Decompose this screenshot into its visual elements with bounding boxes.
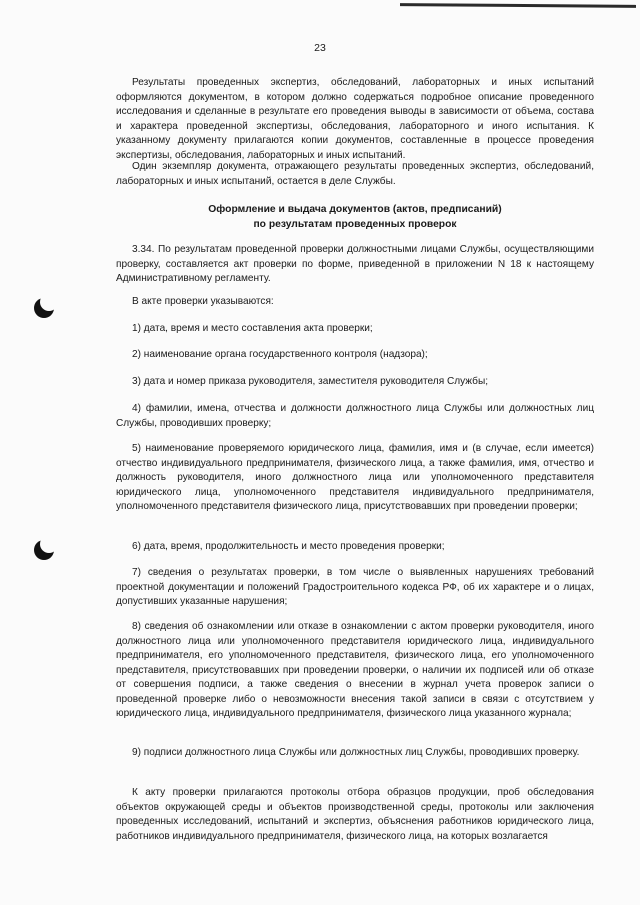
section-heading-line1: Оформление и выдача документов (актов, предписаний) (208, 204, 502, 215)
scan-edge-line (400, 3, 636, 8)
list-item-5: 5) наименование проверяемого юридического лица, фамилия, имя и (в случае, если имеется) отчество индивидуального предпринимателя, физического лица, а также фамилия, имя, отчество и должность руководителя, иного должностного лица или уполномоченного представителя юридического лица, уполномоченного представителя индивидуального предпринимателя, уполномоченного представителя физического лица, присутствовавших при проведении проверки; (116, 443, 594, 512)
paragraph-3-34: 3.34. По результатам проведенной проверки должностными лицами Службы, осуществляющими проверку, составляется акт проверки по форме, приведенной в приложении N 18 к настоящему Административному регламенту. (116, 244, 594, 284)
paragraph-results: Результаты проведенных экспертиз, обследований, лабораторных и иных испытаний оформляются документом, в котором должно содержаться подробное описание проведенного исследования и сделанные в результате его проведения выводы в зависимости от объема, состава и характера проведенной экспертизы, обследования, лабораторного и иного испытания. К указанному документу прилагаются копии документов, составленные в процессе проведения экспертизы, обследования, лабораторных и иных испытаний. (116, 77, 594, 161)
list-item-6: 6) дата, время, продолжительность и место проведения проверки; (132, 541, 445, 552)
section-heading-line2: по результатам проведенных проверок (253, 219, 457, 230)
paragraph-act-contents: В акте проверки указываются: (132, 296, 274, 307)
paragraph-copy: Один экземпляр документа, отражающего результаты проведенных экспертиз, обследований, лабораторных и иных испытаний, остается в деле Службы. (116, 161, 594, 187)
hole-punch-mark (34, 540, 54, 560)
list-item-8: 8) сведения об ознакомлении или отказе в ознакомлении с актом проверки руководителя, иного должностного лица или уполномоченного представителя юридического лица, индивидуального предпринимателя, его уполномоченного представителя, физического лица, его уполномоченного представителя, присутствовавших при проведении проверки, о наличии их подписей или об отказе от совершения подписи, а также сведения о внесении в журнал учета проверок записи о проведенной проверке либо о невозможности внесения такой записи в связи с отсутствием у юридического лица, индивидуального предпринимателя, физического лица указанного журнала; (116, 621, 594, 719)
list-item-7: 7) сведения о результатах проверки, в том числе о выявленных нарушениях требований проектной документации и положений Градостроительного кодекса РФ, об их характере и о лицах, допустивших указанные нарушения; (116, 567, 594, 607)
list-item-4: 4) фамилии, имена, отчества и должности должностного лица Службы или должностных лиц Службы, проводивших проверку; (116, 403, 594, 429)
list-item-1: 1) дата, время и место составления акта проверки; (132, 323, 373, 334)
list-item-9: 9) подписи должностного лица Службы или должностных лиц Службы, проводивших проверку. (132, 747, 580, 758)
page-number: 23 (314, 42, 326, 54)
list-item-2: 2) наименование органа государственного контроля (надзора); (132, 349, 428, 360)
paragraph-attachments: К акту проверки прилагаются протоколы отбора образцов продукции, проб обследования объектов окружающей среды и объектов производственной среды, протоколы или заключения проведенных исследований, испытаний и экспертиз, объяснения работников юридического лица, работников индивидуального предпринимателя, физического лица, на которых возлагается (116, 787, 594, 842)
hole-punch-mark (34, 298, 54, 318)
list-item-3: 3) дата и номер приказа руководителя, заместителя руководителя Службы; (132, 376, 489, 387)
